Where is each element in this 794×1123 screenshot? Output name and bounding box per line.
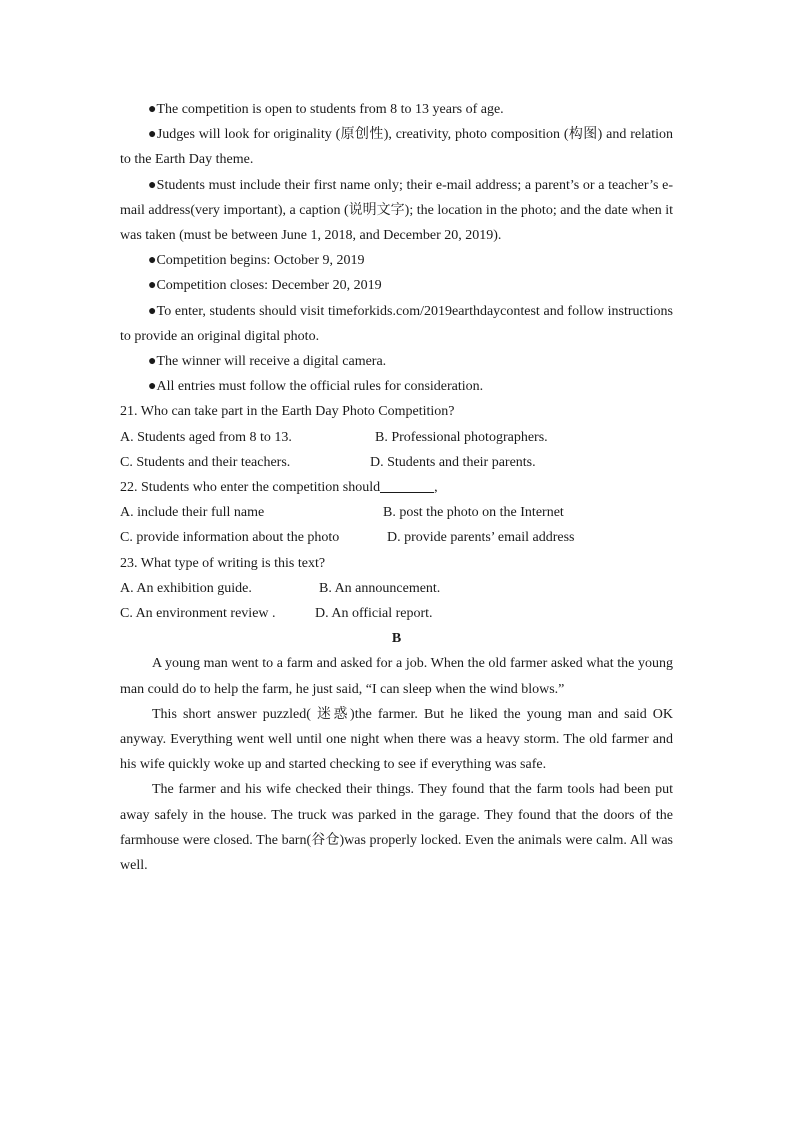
section-title: B bbox=[391, 631, 402, 647]
option-row bbox=[120, 576, 673, 601]
passage-paragraph: This short answer puzzled( 迷惑)the farmer. But he liked the young man and said OK anyway. Everything went well until one night when there was a heavy storm. The old farmer and his wife quickly woke up and started checking to see if everything was safe. bbox=[120, 706, 673, 773]
option-c: C. An environment review . bbox=[120, 605, 276, 621]
option-a: A. Students aged from 8 to 13. bbox=[120, 429, 292, 445]
option-c: C. Students and their teachers. bbox=[120, 454, 291, 470]
option-row bbox=[120, 500, 673, 525]
question-stem bbox=[120, 475, 673, 500]
option-a: A. An exhibition guide. bbox=[120, 580, 252, 596]
rule-item: ●The winner will receive a digital camera. bbox=[148, 354, 387, 370]
option-d: D. provide parents’ email address bbox=[387, 530, 575, 546]
option-b: B. post the photo on the Internet bbox=[383, 505, 564, 521]
notice-rules bbox=[120, 97, 673, 399]
option-d: D. An official report. bbox=[315, 605, 433, 621]
rule-item: ●All entries must follow the official rules for consideration. bbox=[148, 379, 484, 395]
passage-b bbox=[120, 651, 673, 878]
answer-blank bbox=[380, 478, 434, 493]
rule-item: ●Competition begins: October 9, 2019 bbox=[148, 253, 365, 269]
question-stem: 21. Who can take part in the Earth Day Photo Competition? bbox=[120, 404, 455, 420]
rule-item: ●Judges will look for originality (原创性), creativity, photo composition (构图) and relation to the Earth Day theme. bbox=[120, 127, 673, 168]
option-d: D. Students and their parents. bbox=[370, 454, 536, 470]
option-row bbox=[120, 525, 673, 550]
question-stem: 23. What type of writing is this text? bbox=[120, 555, 326, 571]
worksheet-content bbox=[120, 97, 673, 878]
option-row bbox=[120, 601, 673, 626]
rule-item: ●The competition is open to students from 8 to 13 years of age. bbox=[148, 102, 504, 117]
passage-paragraph: The farmer and his wife checked their things. They found that the farm tools had been put away safely in the house. The truck was parked in the garage. They found that the doors of the farmhouse were closed. The barn(谷仓)was properly locked. Even the animals were calm. All was well. bbox=[120, 782, 673, 873]
question-stem-end: , bbox=[434, 480, 438, 496]
option-c: C. provide information about the photo bbox=[120, 530, 340, 546]
question-23 bbox=[120, 551, 673, 627]
question-stem-text: 22. Students who enter the competition should bbox=[120, 480, 381, 496]
option-row bbox=[120, 450, 673, 475]
rule-item: ●Competition closes: December 20, 2019 bbox=[148, 278, 382, 294]
question-22 bbox=[120, 475, 673, 551]
option-a: A. include their full name bbox=[120, 505, 265, 521]
question-21 bbox=[120, 399, 673, 475]
option-row bbox=[120, 425, 673, 450]
rule-item: ●To enter, students should visit timeforkids.com/2019earthdaycontest and follow instructions to provide an original digital photo. bbox=[120, 303, 673, 344]
rule-item: ●Students must include their first name only; their e-mail address; a parent’s or a teacher’s e-mail address(very important), a caption (说明文字); the location in the photo; and the date when it was taken (must be between June 1, 2018, and December 20, 2019). bbox=[120, 177, 673, 244]
passage-paragraph: A young man went to a farm and asked for a job. When the old farmer asked what the young man could do to help the farm, he just said, “I can sleep when the wind blows.” bbox=[120, 656, 673, 697]
option-b: B. Professional photographers. bbox=[375, 429, 548, 445]
option-b: B. An announcement. bbox=[319, 580, 441, 596]
